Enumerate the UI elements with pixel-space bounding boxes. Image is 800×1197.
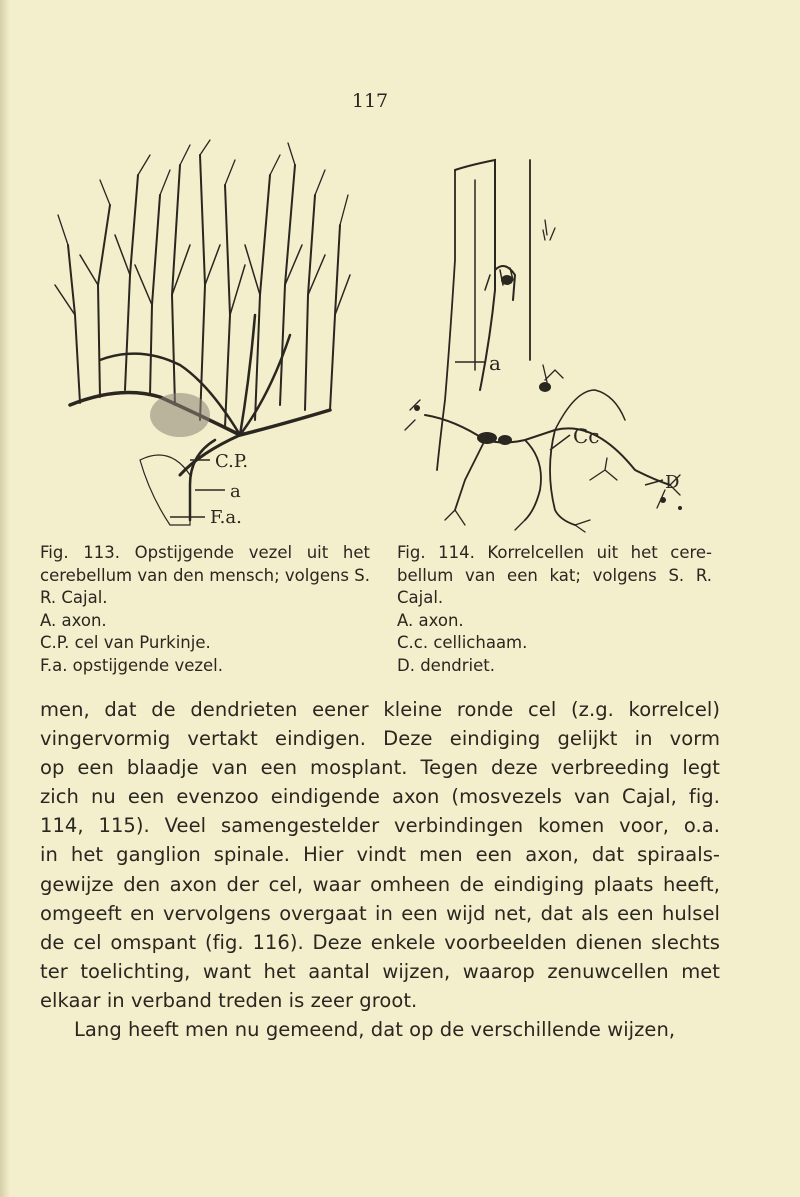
body-line: men, dat de dendrieten eener kleine ronde cel (z.g. korrelcel) bbox=[40, 698, 720, 721]
legend-item: F.a. opstijgende vezel. bbox=[40, 655, 223, 675]
body-line: op een blaadje van een mosplant. Tegen deze verbreeding legt bbox=[40, 756, 720, 780]
legend-item: C.c. cellichaam. bbox=[397, 633, 528, 652]
body-line: ter toelichting, want het aantal wijzen, waarop zenuwcellen met bbox=[40, 959, 720, 983]
legend-item: D. dendriet. bbox=[397, 655, 495, 675]
body-line: omgeeft en vervolgens overgaat in een wijd net, dat als een hulsel bbox=[40, 901, 720, 925]
body-line: gewijze den axon der cel, waar omheen de eindiging plaats heeft, bbox=[40, 872, 720, 896]
body-line: vingervormig vertakt eindigen. Deze eindiging gelijkt in vorm bbox=[40, 727, 720, 751]
ascending-fiber-drawing bbox=[40, 135, 370, 535]
figure-113-illustration bbox=[40, 135, 370, 535]
body-text bbox=[40, 695, 720, 1044]
legend-item: A. axon. bbox=[40, 610, 107, 630]
figure-113-caption-title: Fig. 113. Opstijgende vezel uit het cerebellum van den mensch; volgens S. R. Cajal. bbox=[40, 543, 370, 607]
label-fa: F.a. bbox=[210, 507, 242, 528]
figure-114-legend bbox=[397, 610, 712, 678]
body-line: zich nu een evenzoo eindigende axon (mosvezels van Cajal, fig. bbox=[40, 785, 720, 809]
label-cp: C.P. bbox=[215, 451, 249, 472]
body-line: Lang heeft men nu gemeend, dat op de verschillende wijzen, bbox=[74, 1018, 676, 1042]
label-a: a bbox=[230, 481, 241, 502]
figure-113-caption bbox=[40, 542, 370, 677]
label-a: a bbox=[489, 351, 501, 375]
figure-114-illustration bbox=[395, 140, 705, 535]
figure-114-caption bbox=[397, 542, 712, 677]
page-edge-shadow bbox=[0, 0, 10, 1197]
label-cc: Cc bbox=[573, 424, 600, 448]
legend-item: A. axon. bbox=[397, 610, 464, 630]
page-number: 117 bbox=[351, 90, 389, 112]
figure-114-caption-title: Fig. 114. Korrelcellen uit het cere- bellum van een kat; volgens S. R. Cajal. bbox=[397, 543, 712, 607]
body-line: in het ganglion spinale. Hier vindt men een axon, dat spiraals- bbox=[40, 843, 720, 867]
body-line: de cel omspant (fig. 116). Deze enkele voorbeelden dienen slechts bbox=[40, 930, 720, 954]
legend-item: C.P. cel van Purkinje. bbox=[40, 633, 211, 652]
granule-cells-drawing bbox=[395, 140, 705, 535]
body-line: elkaar in verband treden is zeer groot. bbox=[40, 988, 418, 1012]
label-d: D bbox=[665, 472, 680, 493]
body-line: 114, 115). Veel samengestelder verbindingen komen voor, o.a. bbox=[40, 814, 720, 838]
figure-113-legend bbox=[40, 610, 370, 678]
